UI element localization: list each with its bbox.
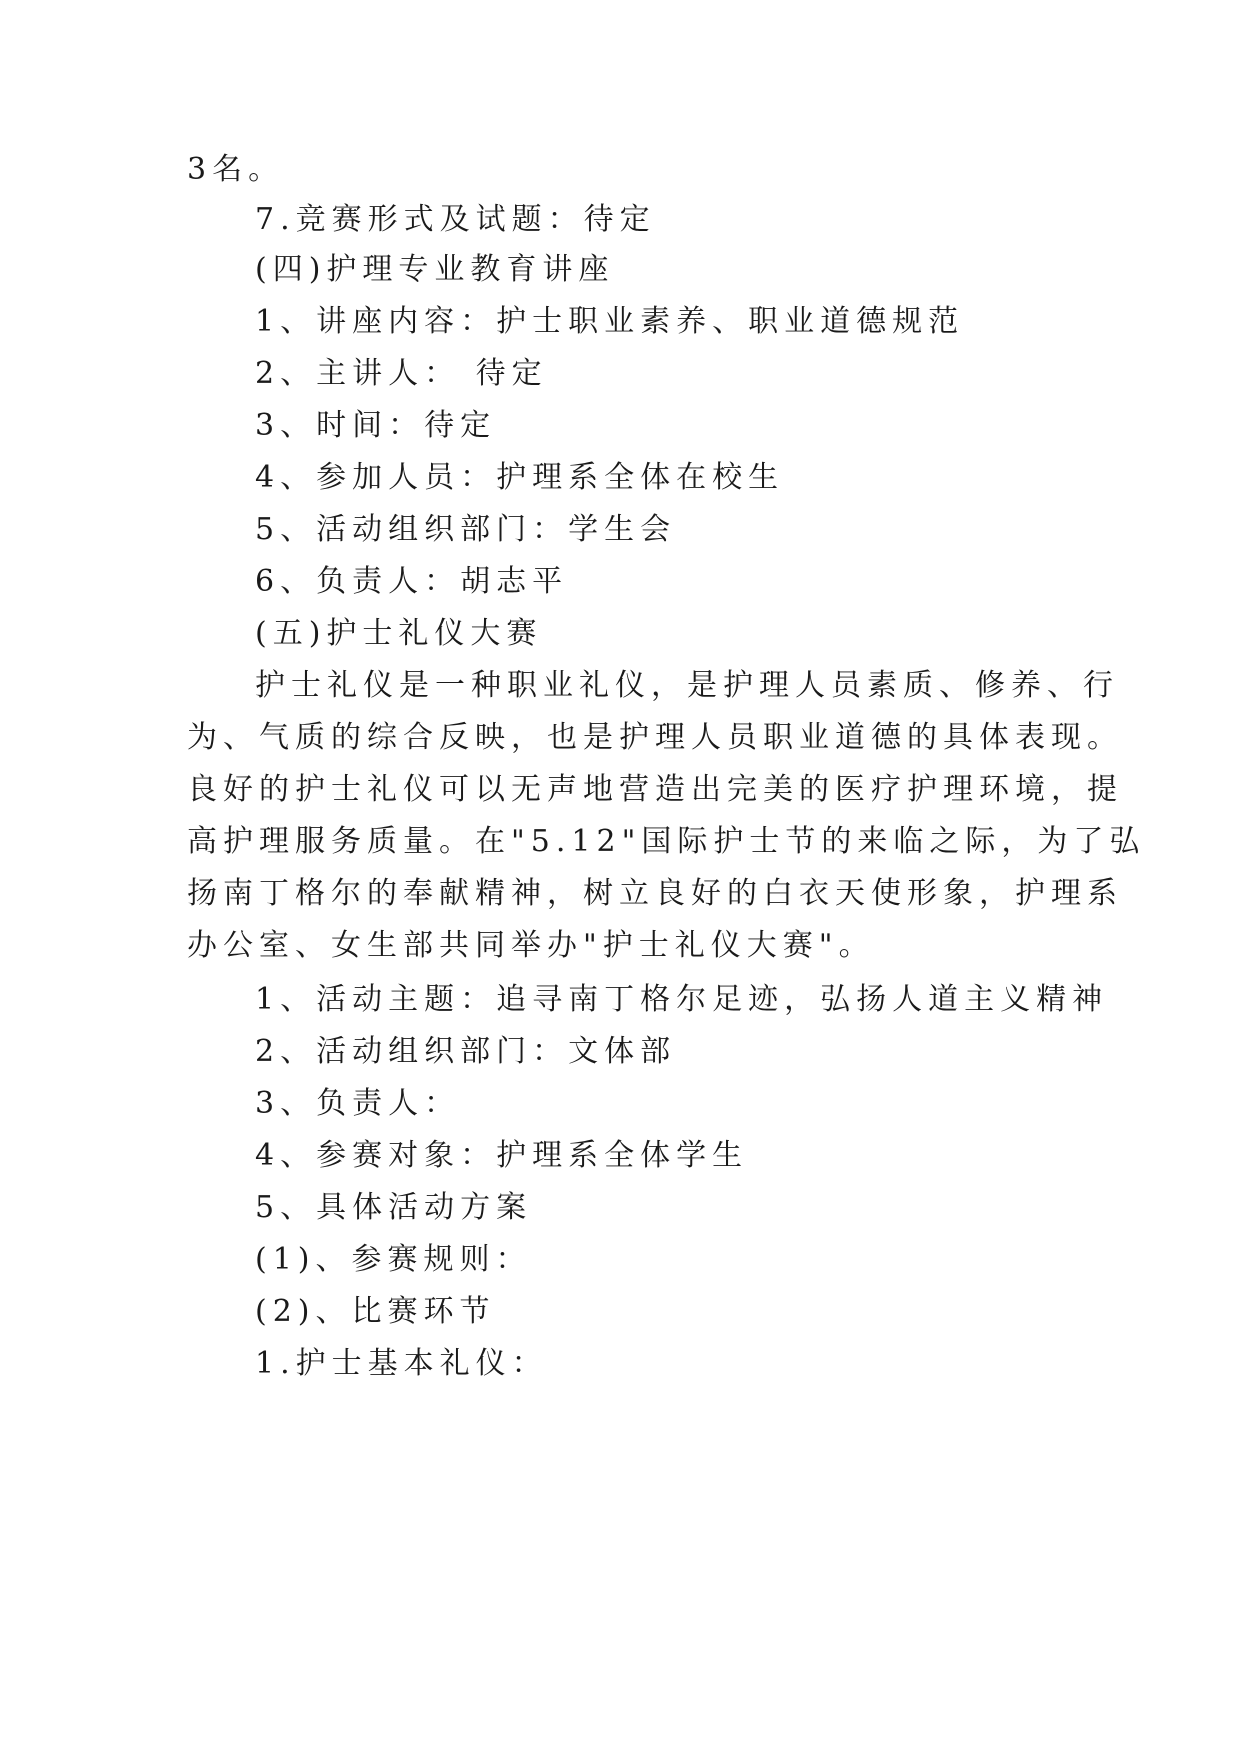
section-heading-lecture: (四)护理专业教育讲座 [255,252,615,287]
paragraph-line-2: 为、气质的综合反映，也是护理人员职业道德的具体表现。 [187,720,1123,755]
paragraph-line-4: 高护理服务质量。在"5.12"国际护士节的来临之际，为了弘 [187,824,1146,859]
text-line-activity-plan: 5、具体活动方案 [255,1190,533,1225]
text-line-lecture-time: 3、时间：待定 [255,408,497,443]
text-line-lecture-organizer: 5、活动组织部门：学生会 [255,512,677,547]
text-line-lecture-participants: 4、参加人员：护理系全体在校生 [255,460,785,495]
text-line-contest-participants: 4、参赛对象：护理系全体学生 [255,1138,749,1173]
text-line-contest-organizer: 2、活动组织部门：文体部 [255,1034,677,1069]
text-line-competition-format: 7.竞赛形式及试题：待定 [255,202,656,237]
text-line-lecture-responsible: 6、负责人：胡志平 [255,564,569,599]
text-line-lecture-content: 1、讲座内容：护士职业素养、职业道德规范 [255,304,965,339]
text-line-rank-count: 3名。 [187,152,285,187]
text-line-lecturer: 2、主讲人： 待定 [255,356,548,391]
text-line-contest-stages: (2)、比赛环节 [255,1294,496,1329]
paragraph-line-1: 护士礼仪是一种职业礼仪，是护理人员素质、修养、行 [255,668,1119,703]
text-line-contest-responsible: 3、负责人： [255,1086,461,1121]
paragraph-line-3: 良好的护士礼仪可以无声地营造出完美的医疗护理环境，提 [187,772,1123,807]
text-line-basic-etiquette: 1.护士基本礼仪： [255,1346,548,1381]
paragraph-line-5: 扬南丁格尔的奉献精神，树立良好的白衣天使形象，护理系 [187,876,1123,911]
text-line-contest-rules: (1)、参赛规则： [255,1242,532,1277]
section-heading-etiquette-contest: (五)护士礼仪大赛 [255,616,543,651]
paragraph-line-6: 办公室、女生部共同举办"护士礼仪大赛"。 [187,928,875,963]
text-line-contest-theme: 1、活动主题：追寻南丁格尔足迹，弘扬人道主义精神 [255,982,1109,1017]
